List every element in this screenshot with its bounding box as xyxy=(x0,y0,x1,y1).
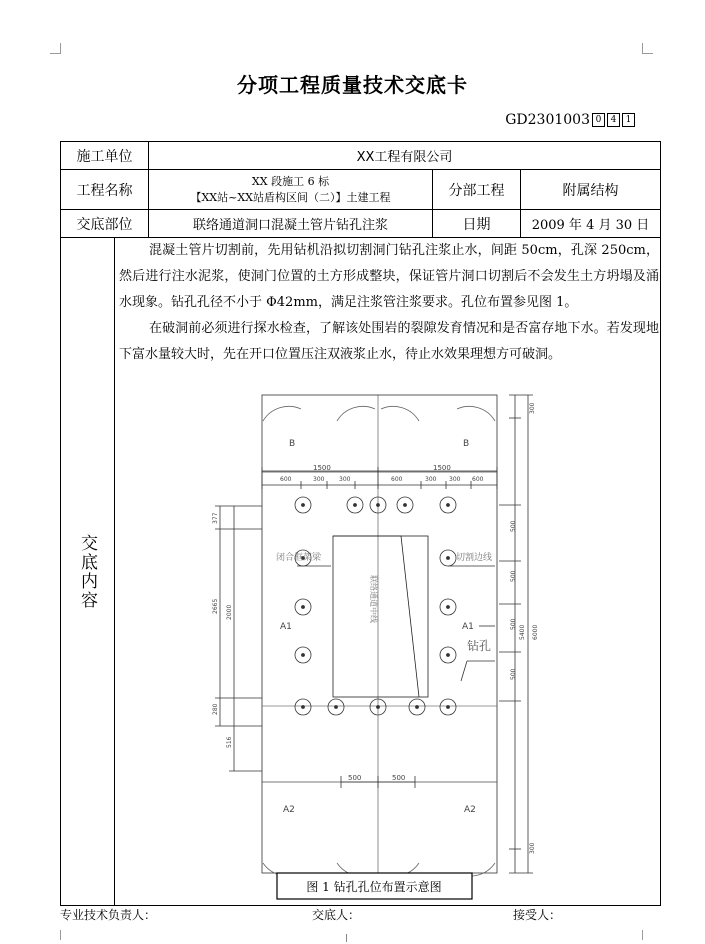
region-label-a2-left: A2 xyxy=(283,805,295,815)
dim-300-left-a: 300 xyxy=(313,476,325,483)
part-value: 联络通道洞口混凝土管片钻孔注浆 xyxy=(149,210,433,238)
dim-500-right-2: 500 xyxy=(510,570,517,582)
discloser-signature: 交底人： xyxy=(312,908,361,922)
date-value: 2009 年 4 月 30 日 xyxy=(521,210,660,238)
dim-300-right-top: 300 xyxy=(529,402,536,414)
subproject-value: 附属结构 xyxy=(521,170,660,210)
dim-600-left: 600 xyxy=(280,476,292,483)
dim-500-right-3: 500 xyxy=(510,618,517,630)
dim-5400: 5400 xyxy=(519,624,526,640)
label-passage-centre-line: 联络通道中线 xyxy=(369,575,378,623)
dim-500-right-1: 500 xyxy=(510,520,517,532)
crop-mark-top-left xyxy=(50,43,61,54)
subproject-label: 分部工程 xyxy=(433,170,521,210)
dim-2665: 2665 xyxy=(212,598,219,614)
content-label: 交底内容 xyxy=(77,533,97,610)
dim-6000: 6000 xyxy=(532,624,539,640)
crop-mark-top-right xyxy=(642,43,653,54)
label-closed-frame-beam: 闭合框架梁 xyxy=(276,553,322,563)
project-value xyxy=(149,170,433,210)
dim-1500-left: 1500 xyxy=(313,464,331,472)
dim-2000: 2000 xyxy=(226,604,233,620)
project-line-1: XX 段施工 6 标 xyxy=(251,174,330,188)
dim-500-bottom-left: 500 xyxy=(348,774,362,782)
crop-mark-bottom-left xyxy=(50,930,61,940)
region-label-a1-left: A1 xyxy=(280,622,292,632)
paragraph-2: 在破洞前必须进行探水检查，了解该处围岩的裂隙发育情况和是否富存地下水。若发现地下富水量较大时，先在开口位置压注双液浆止水，待止水效果理想方可破洞。 xyxy=(119,321,659,362)
label-cut-edge: 切割边线 xyxy=(456,553,493,563)
disclosure-table xyxy=(60,141,661,906)
page-marker xyxy=(346,934,347,942)
date-label: 日期 xyxy=(433,210,521,238)
part-label: 交底部位 xyxy=(61,210,149,238)
receiver-signature: 接受人： xyxy=(513,908,562,922)
unit-value: XX工程有限公司 xyxy=(149,142,660,170)
dim-516: 516 xyxy=(226,736,233,748)
dim-300-right-a: 300 xyxy=(425,476,437,483)
paragraph-1: 混凝土管片切割前，先用钻机沿拟切割洞门钻孔注浆止水，间距 50cm，孔深 250cm，然后进行注水泥浆，使洞门位置的土方形成整块，保证管片洞口切割后不会发生土方坍塌及涌水现象。钻孔孔径不小于 Φ42mm，满足注浆管注浆要求。孔位布置参见图 1。 xyxy=(119,243,659,310)
dim-600-right: 600 xyxy=(472,476,484,483)
content-label-cell xyxy=(61,238,115,905)
dim-500-bottom-right: 500 xyxy=(392,774,406,782)
region-label-b-left: B xyxy=(289,439,296,449)
dim-280: 280 xyxy=(212,703,219,715)
document-number-box-2: 4 xyxy=(607,113,620,127)
project-label: 工程名称 xyxy=(61,170,149,210)
region-label-a2-right: A2 xyxy=(464,805,476,815)
crop-mark-bottom-right xyxy=(642,930,653,940)
outer-boundary xyxy=(262,395,497,873)
dim-500-right-4: 500 xyxy=(510,668,517,680)
label-drill-hole: 钻孔 xyxy=(467,639,492,653)
unit-label: 施工单位 xyxy=(61,142,149,170)
drill-hole-layout-drawing xyxy=(114,382,660,906)
dim-377: 377 xyxy=(212,512,219,524)
region-label-a1-right: A1 xyxy=(462,622,474,632)
document-number-box-1: 0 xyxy=(592,113,605,127)
region-label-b-right: B xyxy=(463,439,470,449)
dim-600-centre: 600 xyxy=(391,476,403,483)
drawing-caption: 图 1 钻孔孔位布置示意图 xyxy=(306,880,442,894)
dim-300-left-b: 300 xyxy=(339,476,351,483)
project-line-2: 【XX站~XX站盾构区间（二）】土建工程 xyxy=(190,190,391,204)
document-number-box-3: 1 xyxy=(622,113,635,127)
dim-300-right-bottom: 300 xyxy=(529,842,536,854)
tech-lead-signature: 专业技术负责人： xyxy=(60,908,157,922)
document-number-prefix: GD2301003 xyxy=(505,112,590,128)
dim-300-right-b: 300 xyxy=(449,476,461,483)
document-title: 分项工程质量技术交底卡 xyxy=(237,73,468,97)
dim-1500-right: 1500 xyxy=(433,464,451,472)
document-number xyxy=(505,112,635,128)
